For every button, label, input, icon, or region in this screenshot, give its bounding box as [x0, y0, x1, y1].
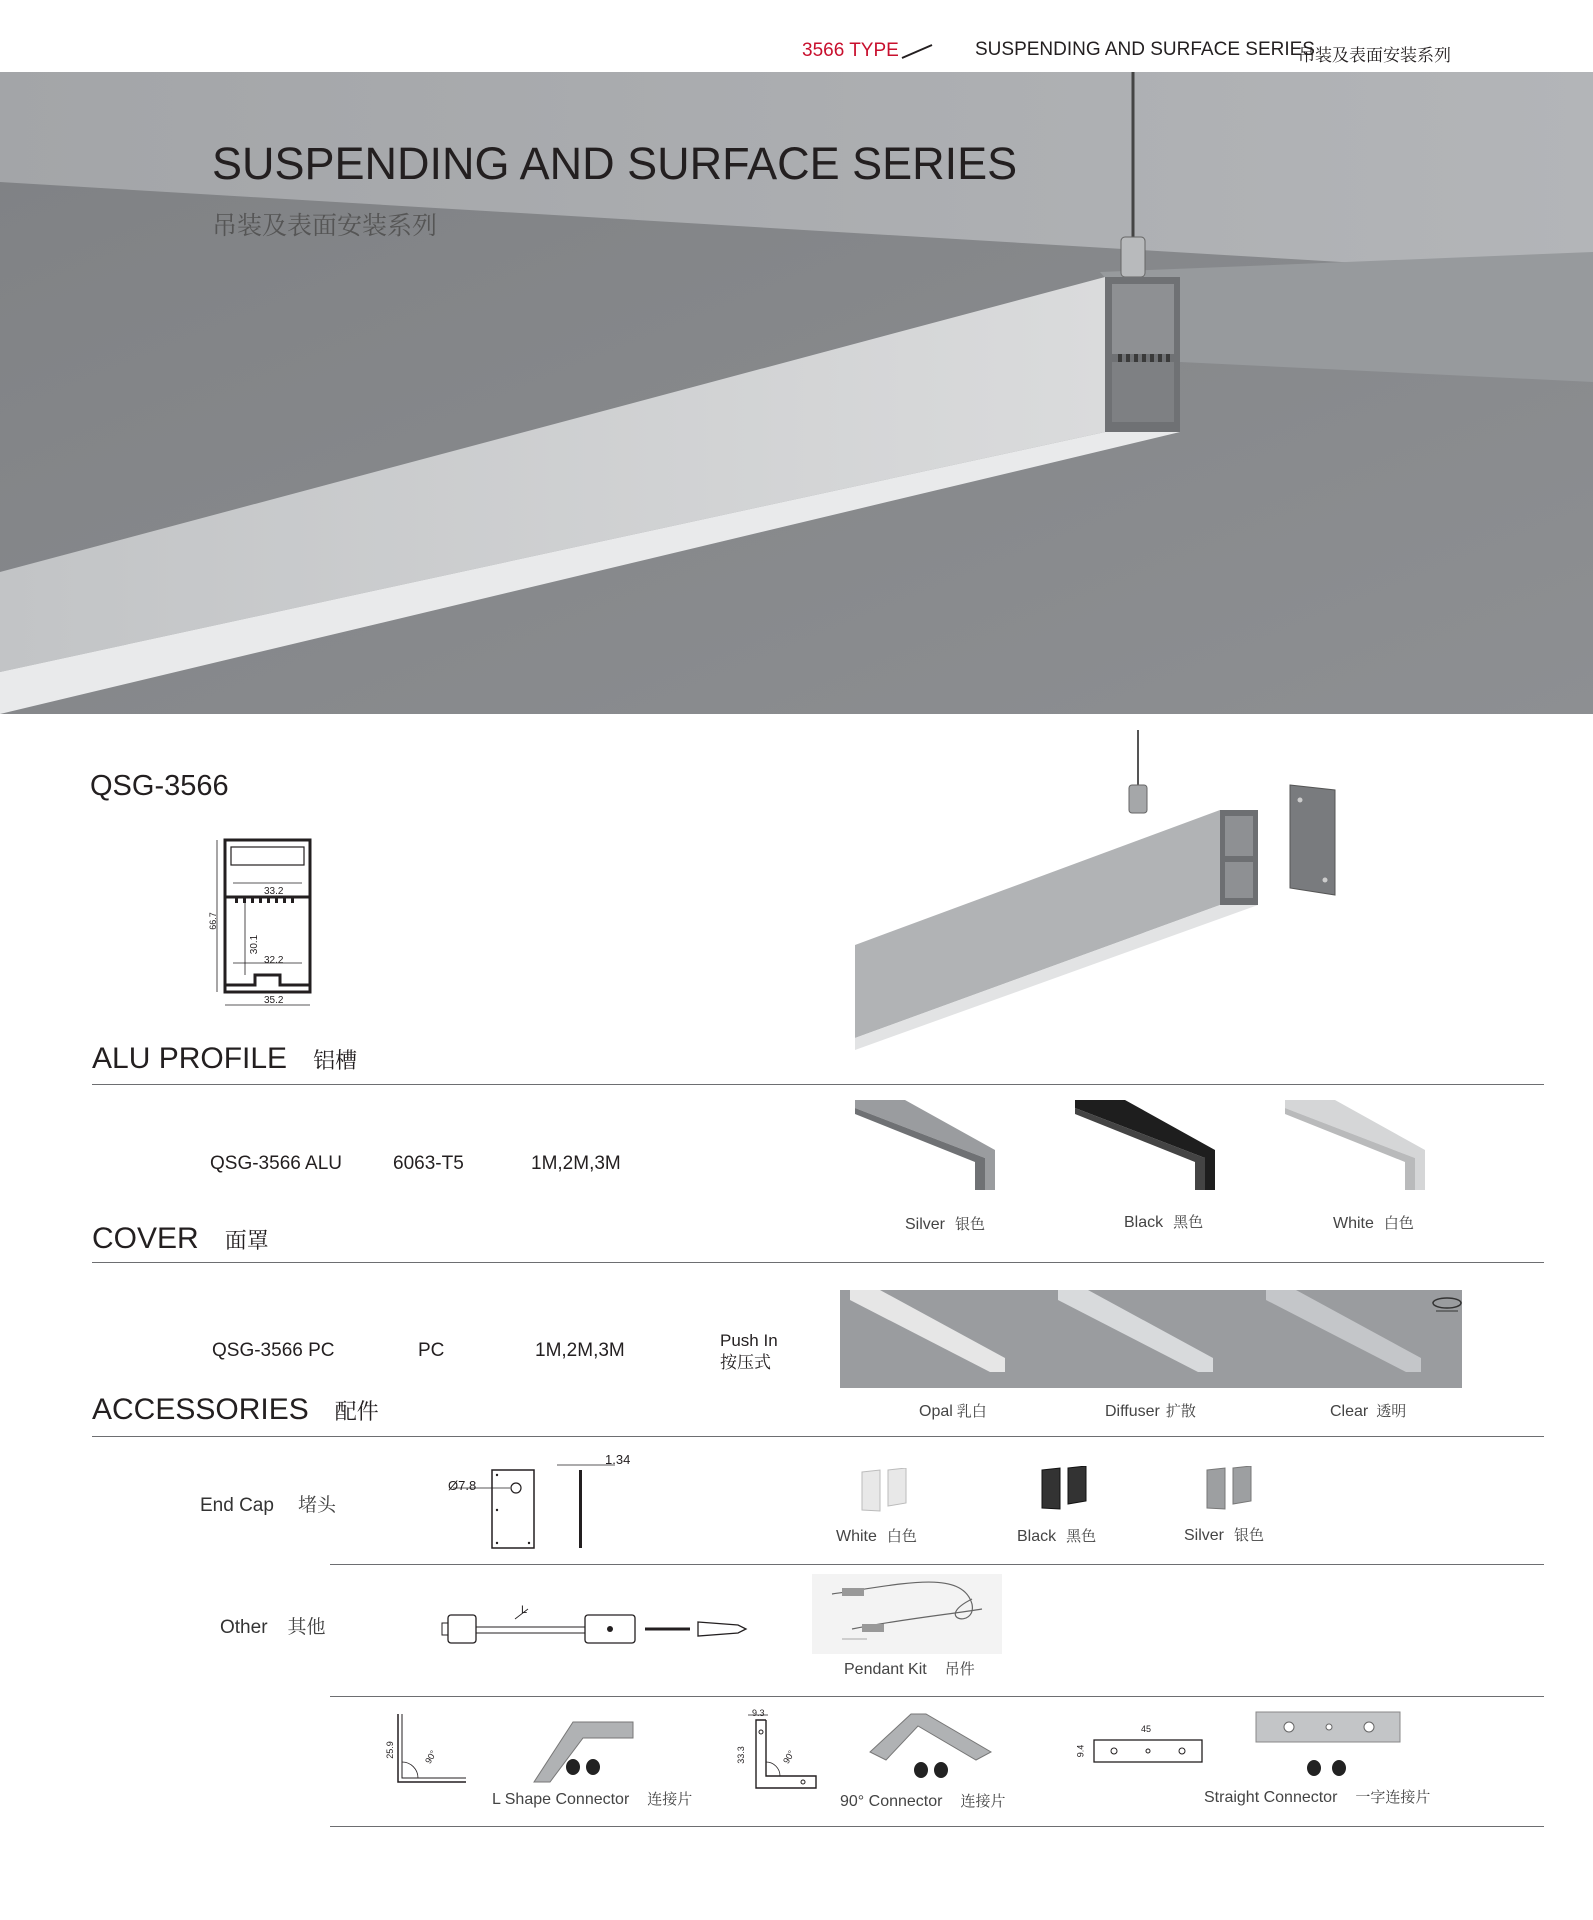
alu-profile-title-en: ALU PROFILE: [92, 1042, 288, 1075]
finish-black-en: Black: [1124, 1214, 1164, 1231]
other-en: Other: [220, 1617, 268, 1638]
cover-opal-label: [919, 1400, 987, 1421]
dim-height: 66.7: [207, 912, 218, 930]
header-series-en: SUSPENDING AND SURFACE SERIES: [975, 39, 1315, 60]
top-header: [0, 36, 1593, 66]
end-cap-silver-cn: 银色: [1234, 1527, 1265, 1544]
end-cap-white-label: [836, 1525, 917, 1546]
end-cap-black-en: Black: [1017, 1528, 1057, 1545]
ninety-connector-drawing: [735, 1712, 818, 1792]
cover-opal-en: Opal: [919, 1403, 953, 1420]
cover-clear-en: Clear: [1330, 1403, 1369, 1420]
finish-silver-image: [855, 1100, 995, 1190]
ninety-cn: 连接片: [960, 1793, 1006, 1810]
cover-diffuser-cn: 扩散: [1165, 1403, 1196, 1420]
pendant-kit-image: [812, 1574, 1002, 1654]
straight-connector-image: [1254, 1708, 1404, 1788]
end-cap-silver-label: [1184, 1524, 1264, 1545]
suspension-dim-l: L: [521, 1604, 528, 1616]
finish-black-image: [1075, 1100, 1215, 1190]
end-cap-silver-en: Silver: [1184, 1527, 1225, 1544]
alu-length: 1M,2M,3M: [531, 1153, 621, 1174]
dim-width: 35.2: [264, 995, 284, 1006]
ninety-dim-h: 33.3: [735, 1746, 746, 1764]
suspension-kit-drawing: [440, 1605, 755, 1655]
ninety-connector-label: [840, 1790, 1005, 1811]
cover-heading: [92, 1222, 269, 1256]
alu-material: 6063-T5: [393, 1153, 464, 1174]
ninety-dim-angle: 90°: [781, 1748, 797, 1766]
pendant-kit-en: Pendant Kit: [844, 1661, 927, 1678]
finish-silver-cn: 银色: [955, 1216, 986, 1233]
hero-title-en: SUSPENDING AND SURFACE SERIES: [212, 138, 1018, 189]
cover-strip: [840, 1290, 1462, 1388]
finish-white-image: [1285, 1100, 1425, 1190]
profile-cross-section: [205, 835, 335, 1015]
straight-dim-h: 9.4: [1075, 1744, 1086, 1758]
cover-length: 1M,2M,3M: [535, 1340, 625, 1361]
cover-title-cn: 面罩: [224, 1228, 269, 1253]
end-cap-black-image: [1040, 1466, 1090, 1511]
end-cap-black-label: [1017, 1525, 1096, 1546]
dim-inner-top: 33.2: [264, 886, 284, 897]
straight-connector-label: [1204, 1786, 1430, 1807]
end-cap-hole-dim: Ø7.8: [448, 1478, 477, 1493]
cover-clear-label: [1330, 1400, 1406, 1421]
finish-black-label: [1124, 1211, 1203, 1232]
type-label: 3566 TYPE: [802, 40, 899, 61]
straight-connector-drawing: [1090, 1732, 1210, 1772]
cover-title-en: COVER: [92, 1222, 199, 1255]
alu-profile-title-cn: 铝槽: [313, 1048, 358, 1073]
cover-diffuser-en: Diffuser: [1105, 1403, 1160, 1420]
ninety-dim-w: 9.3: [752, 1708, 765, 1718]
slash-mark: [900, 42, 934, 60]
product-3d-view: [850, 730, 1350, 1050]
dim-inner-h: 30.1: [249, 934, 261, 955]
pendant-kit-cn: 吊件: [944, 1661, 975, 1678]
end-cap-label: [200, 1490, 336, 1517]
end-cap-drawing: [445, 1455, 645, 1555]
finish-silver-en: Silver: [905, 1216, 946, 1233]
cover-diffuser-label: [1105, 1400, 1196, 1421]
divider: [330, 1696, 1544, 1697]
end-cap-white-image: [860, 1468, 910, 1513]
finish-silver-label: [905, 1213, 985, 1234]
other-cn: 其他: [287, 1617, 326, 1638]
straight-dim-w: 45: [1141, 1724, 1152, 1734]
pendant-kit-label: [844, 1658, 975, 1679]
divider: [92, 1084, 1544, 1085]
rotation-icon: [1428, 1295, 1466, 1315]
header-series-cn: 吊装及表面安装系列: [1298, 46, 1451, 65]
cover-model: QSG-3566 PC: [212, 1340, 335, 1361]
hero-banner: [0, 72, 1593, 714]
l-shape-cn: 连接片: [647, 1791, 693, 1808]
cover-material: PC: [418, 1340, 445, 1361]
end-cap-thick-dim: 1.34: [605, 1452, 631, 1467]
l-shape-dim-angle: 90°: [423, 1748, 439, 1766]
cover-mount-en: Push In: [720, 1331, 778, 1350]
cover-opal-cn: 乳白: [956, 1403, 987, 1420]
hero-title-cn: 吊装及表面安装系列: [212, 212, 438, 240]
straight-en: Straight Connector: [1204, 1789, 1338, 1806]
straight-cn: 一字连接片: [1355, 1789, 1431, 1806]
l-shape-dim-h: 25.9: [384, 1741, 395, 1759]
l-shape-connector-image: [528, 1712, 638, 1792]
dim-inner-bottom: 32.2: [264, 955, 284, 966]
accessories-heading: [92, 1393, 379, 1427]
accessories-title-en: ACCESSORIES: [92, 1393, 309, 1426]
l-shape-en: L Shape Connector: [492, 1791, 630, 1808]
end-cap-white-cn: 白色: [886, 1528, 917, 1545]
cover-diffuser-image: [1048, 1290, 1256, 1388]
end-cap-cn: 堵头: [297, 1495, 336, 1516]
divider: [330, 1826, 1544, 1827]
accessories-title-cn: 配件: [334, 1399, 379, 1424]
divider: [92, 1262, 1544, 1263]
ninety-en: 90° Connector: [840, 1793, 943, 1810]
divider: [92, 1436, 1544, 1437]
end-cap-en: End Cap: [200, 1495, 274, 1516]
l-shape-connector-label: [492, 1788, 692, 1809]
cover-opal-image: [840, 1290, 1048, 1388]
finish-white-cn: 白色: [1383, 1215, 1414, 1232]
ninety-connector-image: [866, 1712, 996, 1792]
finish-black-cn: 黑色: [1173, 1214, 1204, 1231]
cover-clear-cn: 透明: [1376, 1403, 1407, 1420]
end-cap-white-en: White: [836, 1528, 877, 1545]
alu-model: QSG-3566 ALU: [210, 1153, 343, 1174]
model-title: QSG-3566: [90, 770, 229, 802]
cover-mount: [720, 1330, 778, 1374]
end-cap-silver-image: [1205, 1466, 1255, 1511]
end-cap-black-cn: 黑色: [1066, 1528, 1097, 1545]
cover-mount-cn: 按压式: [720, 1353, 771, 1372]
divider: [330, 1564, 1544, 1565]
finish-white-en: White: [1333, 1215, 1374, 1232]
alu-profile-heading: [92, 1042, 357, 1076]
other-label: [220, 1612, 326, 1639]
finish-white-label: [1333, 1212, 1414, 1233]
